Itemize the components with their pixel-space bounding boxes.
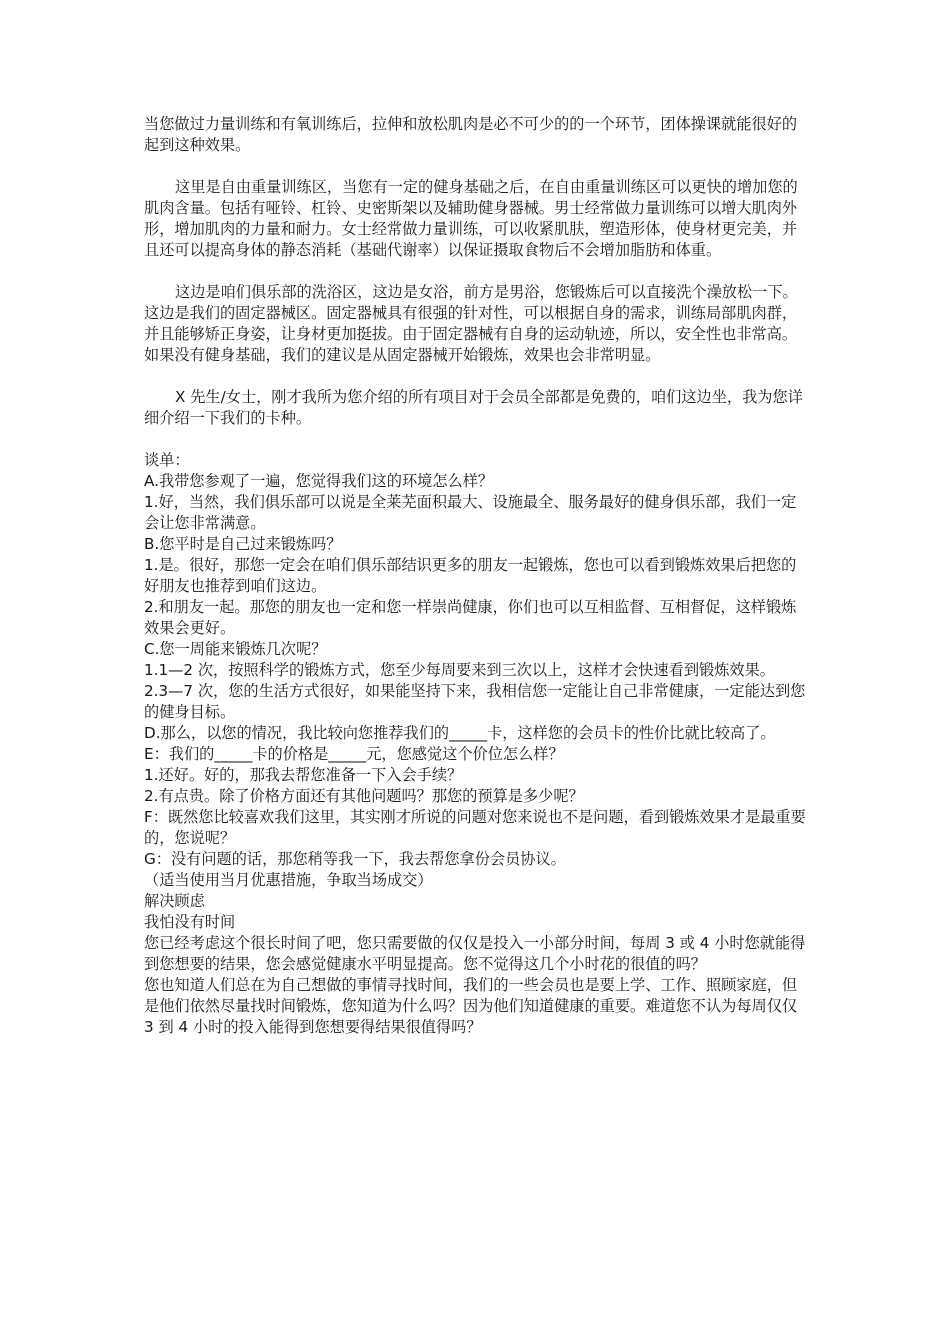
paragraph: 您也知道人们总在为自己想做的事情寻找时间，我们的一些会员也是要上学、工作、照顾家庭，但是他们依然尽量找时间锻炼，您知道为什么吗？因为他们知道健康的重要。难道您不认为每周仅仅 3 到 4 小时的投入能得到您想要得结果很值得吗？	[144, 976, 798, 1036]
paragraph: 2.有点贵。除了价格方面还有其他问题吗？那您的预算是多少呢？	[144, 787, 584, 805]
paragraph: 这边是我们的固定器械区。固定器械具有很强的针对性，可以根据自身的需求，训练局部肌肉群，并且能够矫正身姿，让身材更加挺拔。由于固定器械有自身的运动轨迹，所以，安全性也非常高。如果没有健身基础，我们的建议是从固定器械开始锻炼，效果也会非常明显。	[144, 304, 798, 364]
paragraph: 当您做过力量训练和有氧训练后，拉伸和放松肌肉是必不可少的的一个环节，团体操课就能很好的起到这种效果。	[144, 115, 798, 154]
document-body	[144, 114, 809, 1038]
paragraph-gap	[144, 156, 809, 177]
paragraph: 这里是自由重量训练区，当您有一定的健身基础之后，在自由重量训练区可以更快的增加您的肌肉含量。包括有哑铃、杠铃、史密斯架以及辅助健身器械。男士经常做力量训练可以增大肌肉外形，增加肌肉的力量和耐力。女士经常做力量训练，可以收紧肌肤，塑造形体，使身材更完美，并且还可以提高身体的静态消耗（基础代谢率）以保证摄取食物后不会增加脂肪和体重。	[144, 178, 798, 259]
paragraph: F：既然您比较喜欢我们这里，其实刚才所说的问题对您来说也不是问题，看到锻炼效果才是最重要的，您说呢？	[144, 808, 806, 847]
paragraph-gap	[144, 366, 809, 387]
paragraph-gap	[144, 261, 809, 282]
paragraph-gap	[144, 429, 809, 450]
paragraph: C.您一周能来锻炼几次呢？	[144, 640, 327, 658]
paragraph: 2.3—7 次，您的生活方式很好，如果能坚持下来，我相信您一定能让自己非常健康，一定能达到您的健身目标。	[144, 682, 806, 721]
paragraph: 2.和朋友一起。那您的朋友也一定和您一样崇尚健康，你们也可以互相监督、互相督促，这样锻炼效果会更好。	[144, 598, 797, 637]
paragraph: D.那么，以您的情况，我比较向您推荐我们的_____卡，这样您的会员卡的性价比就比较高了。	[144, 724, 776, 742]
paragraph: 我怕没有时间	[144, 913, 236, 931]
paragraph: G：没有问题的话，那您稍等我一下，我去帮您拿份会员协议。	[144, 850, 566, 868]
paragraph: 1.是。很好，那您一定会在咱们俱乐部结识更多的朋友一起锻炼，您也可以看到锻炼效果后把您的好朋友也推荐到咱们这边。	[144, 556, 797, 595]
paragraph: 您已经考虑这个很长时间了吧，您只需要做的仅仅是投入一小部分时间，每周 3 或 4 小时您就能得到您想要的结果，您会感觉健康水平明显提高。您不觉得这几个小时花的很值的吗？	[144, 934, 806, 973]
paragraph: 1.好，当然，我们俱乐部可以说是全莱芜面积最大、设施最全、服务最好的健身俱乐部，我们一定会让您非常满意。	[144, 493, 797, 532]
paragraph: 这边是咱们俱乐部的洗浴区，这边是女浴，前方是男浴，您锻炼后可以直接洗个澡放松一下。	[175, 283, 798, 301]
paragraph: B.您平时是自己过来锻炼吗？	[144, 535, 342, 553]
paragraph: X 先生/女士，刚才我所为您介绍的所有项目对于会员全部都是免费的，咱们这边坐，我为您详细介绍一下我们的卡种。	[144, 388, 803, 427]
paragraph: 1.1—2 次，按照科学的锻炼方式，您至少每周要来到三次以上，这样才会快速看到锻炼效果。	[144, 661, 775, 679]
paragraph: E：我们的_____卡的价格是_____元，您感觉这个价位怎么样？	[144, 745, 564, 763]
paragraph: 1.还好。好的，那我去帮您准备一下入会手续？	[144, 766, 463, 784]
paragraph: （适当使用当月优惠措施，争取当场成交）	[144, 871, 433, 889]
paragraph: 谈单：	[144, 451, 190, 469]
paragraph: 解决顾虑	[144, 892, 205, 910]
paragraph: A.我带您参观了一遍，您觉得我们这的环境怎么样？	[144, 472, 494, 490]
